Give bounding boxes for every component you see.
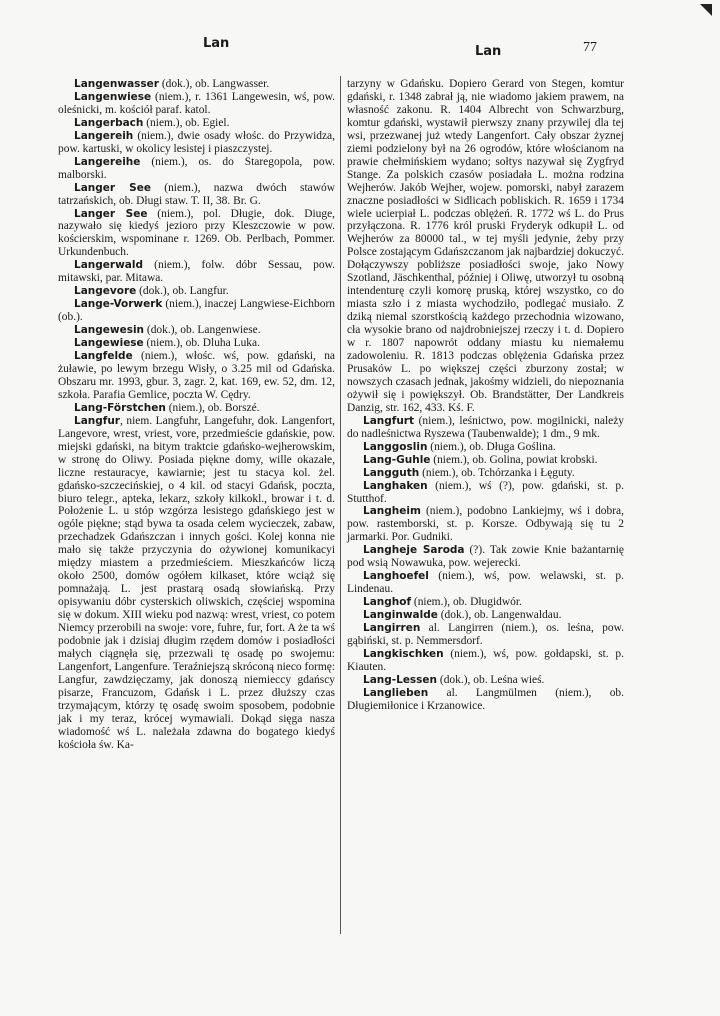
entry-headword: Langewiese — [74, 337, 144, 350]
entry-headword: Langerbach — [74, 116, 144, 129]
dictionary-entry — [58, 350, 335, 402]
entry-headword: Lang-Förstchen — [74, 401, 166, 414]
entry-text: (dok.), ob. Langfur. — [136, 285, 229, 298]
dictionary-entry — [347, 441, 624, 454]
dictionary-entry — [347, 609, 624, 622]
entry-text: (niem.), włośc. wś, pow. gdański, na żuławie, po lewym brzegu Wisły, o 3.25 mil od Gdańska. Obszaru mr. 1993, gbur. 3, zagr. 2, kat. 169, ew. 52, dm. 12, szkoła. Parafia Gemlice, poczta W. Cędry. — [58, 350, 335, 401]
entry-headword: Langheim — [363, 505, 421, 518]
entry-text: (niem.), ob. Długidwór. — [411, 596, 522, 609]
entry-text: (niem.), ob. Borszé. — [165, 401, 260, 414]
dictionary-entry — [58, 208, 335, 260]
entry-text: al. Langmülmen (niem.), ob. Długiemiłonice i Krzanowice. — [347, 686, 624, 712]
dictionary-entry — [58, 415, 335, 752]
running-head-left: Lan — [203, 36, 230, 51]
dictionary-entry — [347, 544, 624, 570]
right-column — [347, 78, 624, 713]
dictionary-entry — [347, 596, 624, 609]
column-divider — [340, 76, 341, 934]
dictionary-entry — [58, 78, 335, 91]
entry-headword: Langgoslin — [363, 440, 428, 453]
entry-text: (dok.), ob. Langwasser. — [158, 78, 270, 90]
entry-headword: Langkischken — [363, 647, 444, 660]
entry-text: (niem.), nazwa dwóch stawów tatrzańskich, ob. Długi staw. T. II, 38. Br. G. — [58, 181, 335, 207]
entry-headword: Langlieben — [363, 686, 429, 699]
page-number: 77 — [583, 40, 597, 55]
entry-text: (niem.), leśnictwo, pow. mogilnicki, należy do nadleśnictwa Ryszewa (Taubenwalde); 1 dm., 9 mk. — [347, 414, 624, 440]
entry-headword: Langinwalde — [363, 609, 438, 622]
dictionary-entry — [347, 622, 624, 648]
dictionary-entry — [58, 91, 335, 117]
entry-text: (niem.), ob. Golina, powiat krobski. — [430, 453, 598, 466]
entry-headword: Langereih — [74, 129, 134, 142]
dictionary-entry — [58, 259, 335, 285]
dictionary-entry — [58, 298, 335, 324]
entry-headword: Langer See — [74, 207, 148, 220]
dictionary-entry — [58, 402, 335, 415]
entry-text: (niem.), inaczej Langwiese-Eichborn (ob.). — [58, 298, 335, 324]
entry-text: (dok.), ob. Langenwiese. — [144, 324, 261, 337]
entry-text: (?). Tak zowie Knie bażantarnię pod wsią Nowawuka, pow. wejerecki. — [347, 544, 624, 570]
entry-headword: Langfurt — [363, 414, 415, 427]
entry-text: (niem.), wś (?), pow. gdański, st. p. Stutthof. — [347, 479, 624, 505]
entry-text: (niem.), ob. Tchórzanka i Łęguty. — [419, 466, 575, 479]
entry-headword: Langer See — [74, 181, 151, 194]
entry-text: (niem.), os. do Staregopola, pow. malborski. — [58, 155, 335, 181]
entry-text: , niem. Langfuhr, Langefuhr, dok. Langenfort, Langevore, wrest, vriest, vore, przedmieście gdańskie, pow. miejski gdański, na bitym traktcie gdańsko-wejherowskim, w stronę do Oliwy. Posiada piękne domy, wille okazałe, liczne restauracye, kawiarnie; jest tu stacya kol. żel. gdańsko-szczecińskiej, o 4 kil. od stacyi Gdańsk, poczta, biuro telegr., apteka, lekarz, szkoły kilkokl., browar i t. d. Położenie L. u stóp wzgórza lesistego gdańskiego jest w ogóle piękne; stąd bywa ta osada celem wycieczek, zabaw, przechadzek Gdańszczan i innych gości. Kolej konna nie mało się także przyczynia do ożywionej komunikacyi między miastem a przedmieściem. Mieszkańców liczą około 2500, domów ogółem kilkaset, które wciąż się pomnażają. L. jest prastarą osadą słowiańską. Przy opisywaniu dóbr cysterskich oliwskich, częściej wspomina się w dokum. XIII wieku pod nazwą: wrest, vriest, co potem Niemcy przerobili na swoje: vore, fuhre, fur, fort. A że ta wś podobnie jak i dzisiaj długim rzędem domów i posiadłości małych ciągnęła się, przezwali tę osadę po swojemu: Langenfort, Langenfure. Teraźniejszą skróconą nieco formę: Langfur, zawdzięczamy, jak donoszą niemieccy gdańscy pisarze, Francuzom, Gdańsk i L. przez dłuższy czas trzymającym, którzy tę osadę swoim sposobem, podobnie jak i my teraz, krócej wymawiali. Dokąd sięga nasza wiadomość wś L. należała zdawna do bogatego kiedyś kościoła św. Ka- — [58, 414, 335, 751]
running-head-right: Lan — [475, 44, 502, 59]
entry-headword: Langerwald — [74, 259, 143, 272]
entry-headword: Langewesin — [74, 324, 145, 337]
dictionary-entry — [347, 78, 624, 415]
entry-text: (niem.), ob. Egiel. — [143, 116, 230, 129]
dictionary-entry — [347, 570, 624, 596]
entry-headword: Langereihe — [74, 155, 141, 168]
dictionary-entry — [347, 648, 624, 674]
dictionary-entry — [58, 117, 335, 130]
dictionary-entry — [347, 687, 624, 713]
entry-headword: Langirren — [363, 622, 421, 635]
entry-headword: Langenwiese — [74, 90, 152, 103]
entry-headword: Langguth — [363, 466, 420, 479]
dictionary-entry — [347, 467, 624, 480]
entry-text: (niem.), ob. Dluha Luka. — [143, 337, 260, 350]
entry-headword: Langhoefel — [363, 570, 429, 583]
dictionary-entry — [58, 324, 335, 337]
entry-headword: Langfur — [74, 414, 120, 427]
dictionary-entry — [347, 505, 624, 544]
entry-headword: Langevore — [74, 285, 137, 298]
entry-text: (dok.), ob. Langenwaldau. — [437, 609, 562, 622]
dictionary-entry — [58, 130, 335, 156]
entry-text: (niem.), wś, pow. welawski, st. p. Lindenau. — [347, 570, 624, 596]
page-corner-mark — [700, 4, 712, 16]
entry-headword: Langheje Saroda — [363, 544, 465, 557]
dictionary-entry — [58, 337, 335, 350]
entry-text: (niem.), pol. Długie, dok. Diuge, nazywało się kiedyś jezioro przy Kleszczowie w pow. kościerskim, wspominane r. 1269. Ob. Perlbach, Pommer. Urkundenbuch. — [58, 207, 336, 259]
entry-headword: Lange-Vorwerk — [74, 298, 163, 311]
entry-headword: Langhof — [363, 596, 412, 609]
dictionary-entry — [58, 182, 335, 208]
entry-headword: Langenwasser — [74, 78, 159, 90]
entry-headword: Lang-Guhle — [363, 453, 431, 466]
entry-headword: Langfelde — [74, 350, 133, 363]
entry-text: (dok.), ob. Leśna wieś. — [437, 673, 545, 686]
entry-headword: Langhaken — [363, 479, 428, 492]
entry-text: (niem.), podobno Lankiejmy, wś i dobra, pow. rastemborski, st. p. Korsze. Odbywają się tu 2 jarmarki. Por. Gudniki. — [347, 505, 624, 544]
dictionary-entry — [347, 454, 624, 467]
entry-headword: Lang-Lessen — [363, 673, 438, 686]
entry-text: (niem.), dwie osady włośc. do Przywidza, pow. kartuski, w okolicy lesistej i piaszczystej. — [58, 129, 335, 155]
left-column — [58, 78, 335, 752]
entry-text: (niem.), folw. dóbr Sessau, pow. mitawski, par. Mitawa. — [58, 259, 335, 285]
dictionary-entry — [347, 674, 624, 687]
entry-text: al. Langirren (niem.), os. leśna, pow. gąbiński, st. p. Nemmersdorf. — [347, 622, 624, 647]
entry-text: tarzyny w Gdańsku. Dopiero Gerard von Stegen, komtur gdański, r. 1348 zabrał ją, nie wiadomo jakiem prawem, na własność zakonu. R. 1404 Albrecht von Schwarzburg, komtur gdański, wystawił pierwszy znany przywilej dla tej wsi, przezwanej już wtedy Langenfort. Cały obszar żyznej ziemi podzielony był na 26 ogrodów, które włościanom na prawie chełmińskiem wydano; sołtys nazywał się Zygfryd Stange. Za polskich czasów posiadała L. można rodzina Wejherów. Jakób Wejher, wojew. pomorski, nabył zarazem znaczne posiadłości w Sidlicach pobliskich. R. 1659 i 1734 wiele ucierpiał L. podczas oblężeń. R. 1772 wś L. do Prus przyłączona. R. 1776 król pruski Fryderyk odkupił L. od Wejherów za 80000 tal., w tej myśli jedynie, żeby przy Polsce zostającym Gdańszczanom jak najbardziej dokuczyć. Dołączywszy pobliższe posiadłości swoje, jako Nowy Szotland, Jäschkenthal, później i Oliwę, utworzył tu osobną intendenturę czyli komorę pruską, której wszystko, co do miasta szło i z miasta wychodziło, podlegać musiało. Z dziką niemal szorstkością każdego przechodnia wizowano, cła wysokie brano od najdrobniejszej rzeczy i t. d. Dopiero w r. 1807 napowrót oddany miastu ku niemałemu zadowoleniu. R. 1813 podczas oblężenia Gdańska przez Prusaków L. po większej części zburzony został; w nowszych czasach jednak, jakośmy widzieli, do niepoznania ożywił się i powiększył. Ob. Brandstätter, Der Landkreis Danzig, str. 162, 433. Kś. F. — [347, 78, 624, 414]
entry-text: (niem.), ob. Długa Goślina. — [427, 440, 556, 453]
dictionary-entry — [58, 285, 335, 298]
entry-text: (niem.), r. 1361 Langewesin, wś, pow. oleśnicki, m. kościół paraf. katol. — [58, 90, 335, 116]
dictionary-entry — [347, 415, 624, 441]
dictionary-entry — [347, 480, 624, 506]
entry-text: (niem.), wś, pow. gołdapski, st. p. Kiauten. — [347, 647, 624, 673]
dictionary-entry — [58, 156, 335, 182]
